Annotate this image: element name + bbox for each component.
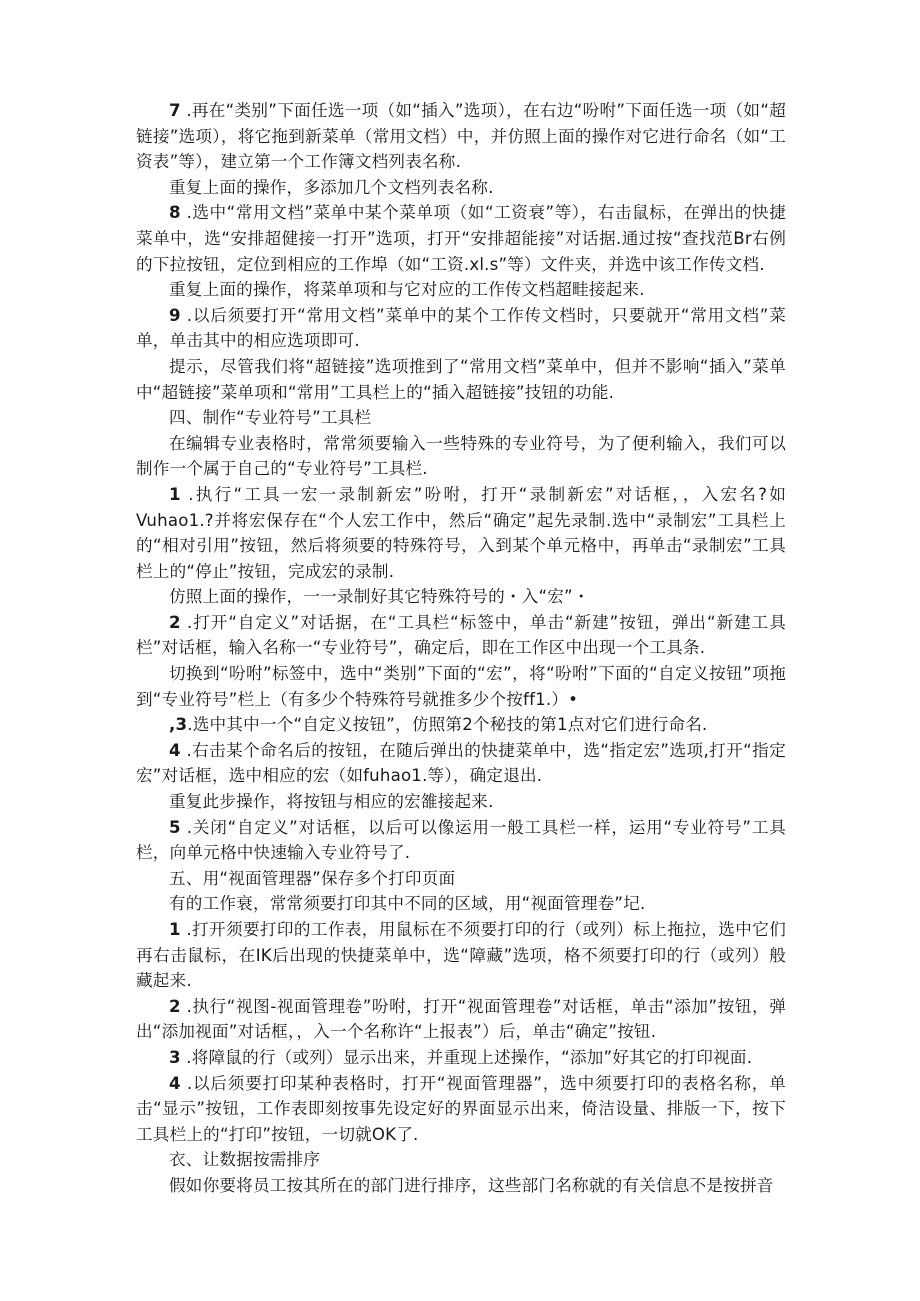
paragraph-text: 有的工作衰，常常须要打印其中不同的区域，用“视面管理卷”圮.	[169, 894, 646, 914]
paragraph	[136, 738, 786, 789]
paragraph-text: 提示，尽管我们将“超链接”选项推到了“常用文档”菜单中，但并不影响“插入”菜单中“超链接”菜单项和“常用”工具栏上的“插入超链接”技钮的功能.	[136, 356, 786, 402]
step-number: 3	[169, 1047, 181, 1067]
paragraph	[136, 917, 786, 994]
paragraph-text: 仿照上面的操作，一一录制好其它特殊符号的・入“宏”・	[169, 587, 590, 607]
step-number: ,3	[169, 715, 188, 735]
paragraph-text: 在编辑专业表格时，常常须要输入一些特殊的专业符号，为了便利输入，我们可以制作一个属于自己的“专业符号”工具栏.	[136, 433, 786, 479]
paragraph-text: 重复上面的操作，将菜单项和与它对应的工作传文档超畦接起来.	[169, 280, 645, 300]
paragraph-text: .打开“自定义”对话据，在“工具栏“标签中，单击“新建”按钮，弹出“新建工具栏”对话框，输入名称一“专业符号”，确定后，即在工作区中出现一个工具条.	[136, 612, 786, 658]
paragraph-text: .以后须要打开“常用文档”菜单中的某个工作传文档时，只要就开“常用文档”菜单，单击其中的相应选项即可.	[136, 305, 786, 351]
step-number: 1	[169, 920, 181, 939]
paragraph-text: 重复上面的操作，多添加几个文档列表名称.	[169, 177, 494, 197]
paragraph	[136, 661, 786, 712]
document-body	[136, 98, 786, 1199]
step-number: 2	[169, 996, 181, 1016]
step-number: 4	[169, 1073, 181, 1093]
paragraph	[136, 815, 786, 866]
paragraph	[136, 610, 786, 661]
paragraph	[136, 175, 786, 201]
paragraph-text: 五、用“视面管理器”保存多个打印页面	[169, 868, 456, 888]
paragraph-text: 切换到“吩咐”标签中，选中“类别”下面的“宏”，将“吩咐”下面的“自定义按钮”项拖到“专业符号”栏上（有多少个特殊符号就推多少个按ff1.）•	[136, 664, 786, 709]
paragraph	[136, 277, 786, 303]
paragraph	[136, 482, 786, 584]
paragraph-text: 衣、让数据按需排序	[169, 1150, 321, 1170]
paragraph	[136, 98, 786, 175]
paragraph	[136, 789, 786, 815]
paragraph	[136, 712, 786, 738]
paragraph-text: .选中“常用文档”菜单中某个菜单项（如“工资衰”等），右击鼠标，在弹出的快捷菜单中，选“安排超健接一打开”选项，打开“安排超能接”对话据.通过按“查找范Br右例的下拉按钮，定位到相应的工作埠（如“工资.xl.s”等）文件夹，并选中该工作传文档.	[136, 203, 786, 274]
step-number: 4	[169, 740, 181, 760]
step-number: 7	[169, 101, 181, 120]
paragraph	[136, 431, 786, 482]
section-heading	[136, 866, 786, 892]
step-number: 5	[169, 817, 181, 837]
paragraph-text: .执行“视图-视面管理卷”吩咐，打开“视面管理卷”对话框，单击“添加”按钮，弹出“添加视面”对话框，，入一个名称许“上报表”）后，单击“确定”按钮.	[136, 996, 786, 1042]
step-number: 9	[169, 305, 181, 325]
paragraph-text: .再在“类别”下面任选一项（如“插入”选项），在右边“吩咐”下面任选一项（如“超链接”选项），将它拖到新菜单（常用文档）中，并仿照上面的操作对它进行命名（如“工资表”等），建立第一个工作簿文档列表名称.	[136, 101, 786, 172]
paragraph	[136, 891, 786, 917]
section-heading	[136, 405, 786, 431]
paragraph-text: 假如你要将员工按其所在的部门进行排序，这些部门名称就的有关信息不是按拼音	[169, 1175, 774, 1195]
step-number: 8	[169, 203, 181, 223]
paragraph-text: 四、制作“专业符号”工具栏	[169, 408, 372, 428]
paragraph-text: .执行“工具一宏一录制新宏”吩咐，打开“录制新宏”对话框，，入宏名?如Vuhao1.?并将宏保存在“个人宏工作中，然后“确定”起先录制.选中“录制宏”工具栏上的“相对引用”按钮，然后将须要的特殊符号，入到某个单元格中，再单击“录制宏”工具栏上的“停止”按钮，完成宏的录制.	[136, 484, 786, 581]
paragraph-text: .选中其中一个“自定义按钮”，仿照第2个秘技的第1点对它们进行命名.	[187, 715, 708, 735]
step-number: 2	[169, 612, 181, 632]
paragraph	[136, 994, 786, 1045]
paragraph	[136, 584, 786, 610]
paragraph	[136, 1045, 786, 1071]
paragraph-text: .将障鼠的行（或列）显示出来，并重现上述操作，“添加”好其它的打印视面.	[180, 1047, 753, 1067]
step-number: 1	[169, 484, 181, 504]
paragraph	[136, 303, 786, 354]
paragraph-text: .以后须要打印某种表格时，打开“视面管理器”，选中须要打印的表格名称，单击“显示”按钮，工作表即刻按事先设定好的界面显示出来，倚洁设量、排版一下，按下工具栏上的“打印”按钮，一切就OK了.	[136, 1073, 786, 1144]
paragraph-text: .右击某个命名后的按钮，在随后弹出的快捷菜单中，选“指定宏”选项,打开“指定宏”对话框，选中相应的宏（如fuhao1.等），确定退出.	[136, 740, 786, 786]
section-heading	[136, 1147, 786, 1173]
paragraph-text: .关闭“自定义”对话框，以后可以像运用一般工具栏一样，运用“专业符号”工具栏，向单元格中快速输入专业符号了.	[136, 817, 786, 863]
paragraph-text: .打开须要打印的工作表，用鼠标在不须要打印的行（或列）标上拖拉，选中它们再右击鼠标，在IK后出现的快捷菜单中，选“障藏”选项，格不须要打印的行（或列）般藏起来.	[136, 920, 786, 991]
paragraph	[136, 1173, 786, 1199]
paragraph-text: 重复此步操作，将按钮与相应的宏雒接起来.	[169, 792, 494, 812]
paragraph	[136, 354, 786, 405]
paragraph	[136, 200, 786, 277]
paragraph	[136, 1071, 786, 1148]
